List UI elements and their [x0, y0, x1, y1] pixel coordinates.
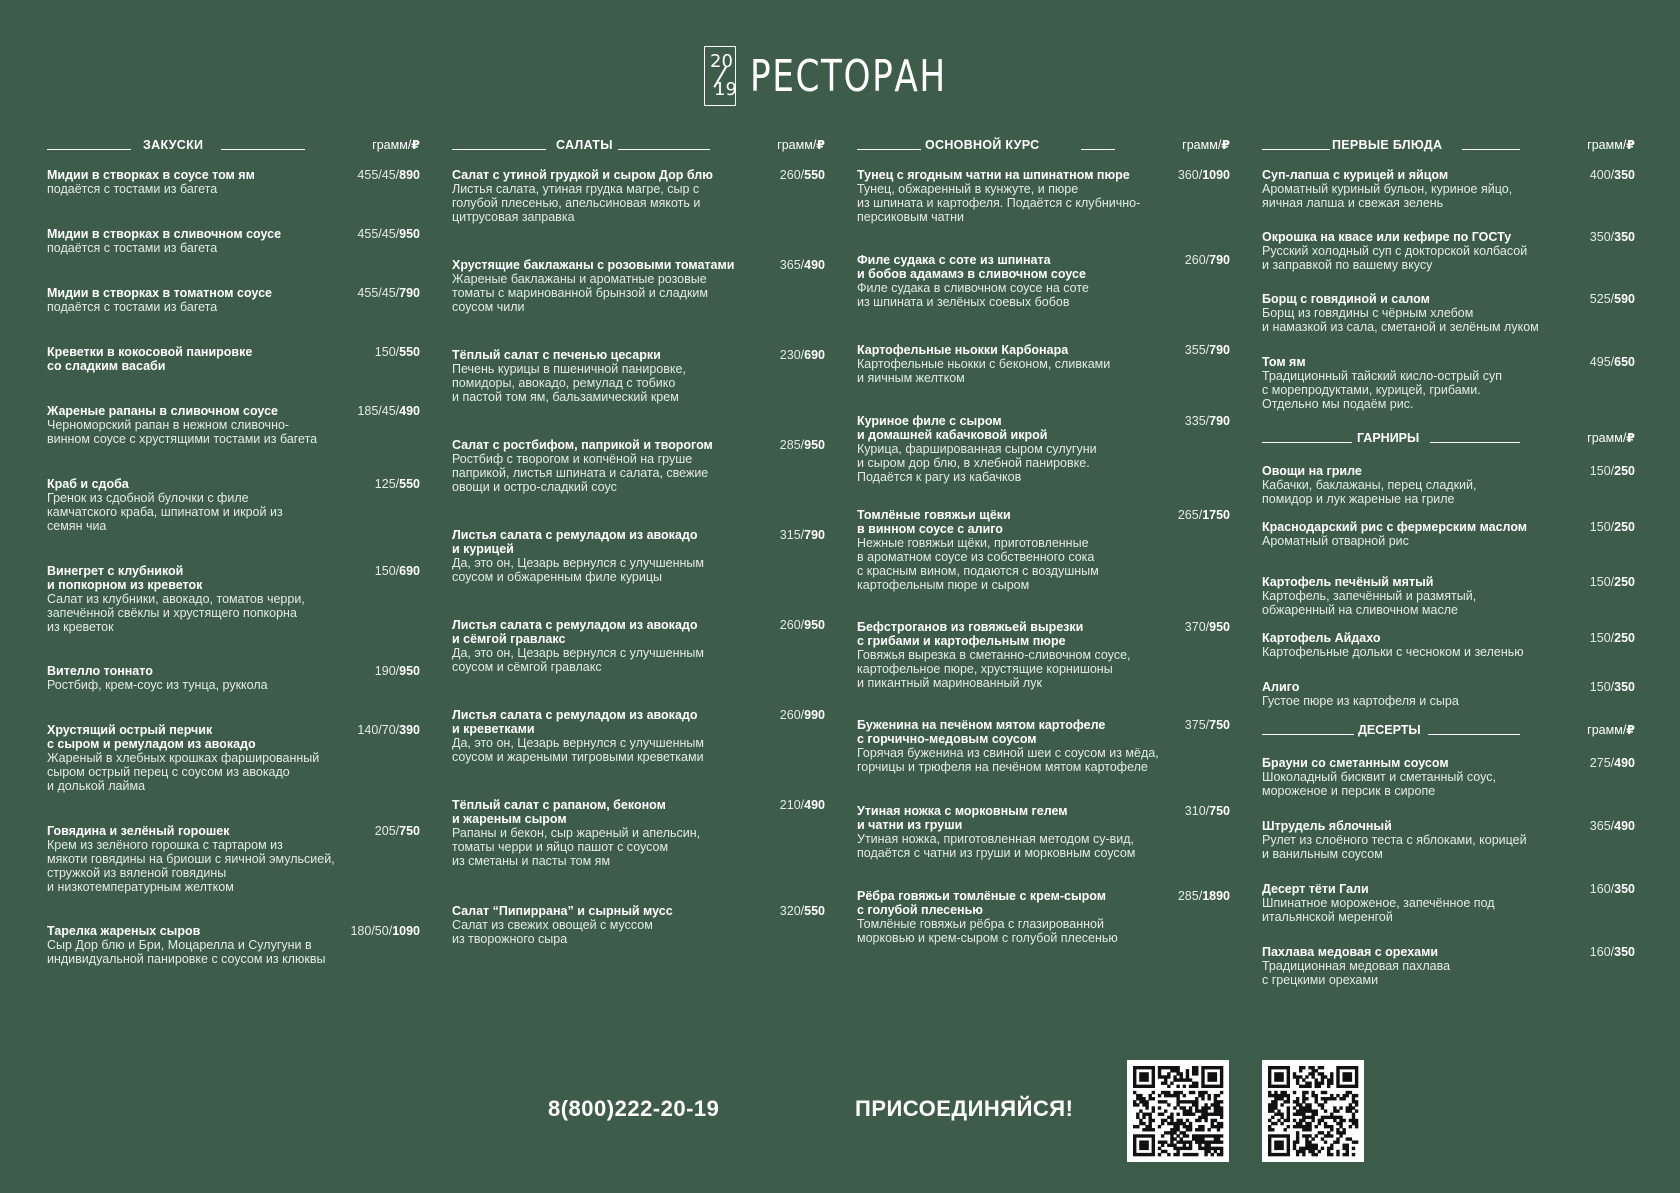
dish-description: Томлёные говяжьи рёбра с глазированной морковью и крем-сыром с голубой плесенью — [857, 917, 1118, 945]
dish-price: 265/1750 — [1177, 508, 1230, 522]
menu-item — [857, 620, 1230, 690]
dish-name: Тёплый салат с рапаном, беконом и жареным сыром — [452, 798, 666, 826]
dish-price: 150/250 — [1589, 575, 1635, 589]
dish-price: 375/750 — [1184, 718, 1230, 732]
dish-name: Листья салата с ремуладом из авокадо и сёмгой гравлакс — [452, 618, 698, 646]
dish-name: Салат “Пипиррана” и сырный мусс — [452, 904, 673, 918]
dish-description: Традиционный тайский кисло-острый суп с морепродуктами, курицей, грибами. Отдельно мы подаём рис. — [1262, 369, 1502, 411]
dish-name: Окрошка на квасе или кефире по ГОСТу — [1262, 230, 1512, 244]
dish-description: Салат из свежих овощей с муссом из творожного сыра — [452, 918, 653, 946]
dish-name: Мидии в створках в соусе том ям — [47, 168, 255, 182]
dish-name: Хрустящие баклажаны с розовыми томатами — [452, 258, 735, 272]
dish-name: Листья салата с ремуладом из авокадо и креветками — [452, 708, 698, 736]
menu-item — [1262, 168, 1635, 210]
dish-description: Кабачки, баклажаны, перец сладкий, помидор и лук жареные на гриле — [1262, 478, 1477, 506]
dish-name: Говядина и зелёный горошек — [47, 824, 230, 838]
dish-name: Картофель печёный мятый — [1262, 575, 1434, 589]
dish-description: подаётся с тостами из багета — [47, 300, 218, 314]
dish-description: Картофель, запечённый и размятый, обжаренный на сливочном масле — [1262, 589, 1477, 617]
menu-column — [1262, 0, 1635, 1193]
menu-item — [47, 227, 420, 255]
menu-item — [857, 508, 1230, 592]
dish-price: 275/490 — [1589, 756, 1635, 770]
menu-item — [857, 168, 1230, 224]
dish-price: 185/45/490 — [357, 404, 420, 418]
dish-price: 310/750 — [1184, 804, 1230, 818]
dish-name: Бефстроганов из говяжьей вырезки с грибами и картофельным пюре — [857, 620, 1084, 648]
dish-description: Жареный в хлебных крошках фаршированный сыром острый перец с соусом из авокадо и долькой лайма — [47, 751, 320, 793]
dish-price: 160/350 — [1589, 945, 1635, 959]
dish-name: Томлёные говяжьи щёки в винном соусе с алиго — [857, 508, 1011, 536]
dish-description: Курица, фаршированная сыром сулугуни и сыром дор блю, в хлебной панировке. Подаётся к рагу из кабачков — [857, 442, 1097, 484]
dish-price: 495/650 — [1589, 355, 1635, 369]
dish-price: 205/750 — [374, 824, 420, 838]
dish-description: Ароматный отварной рис — [1262, 534, 1409, 548]
menu-item — [857, 804, 1230, 860]
menu-item — [857, 414, 1230, 484]
dish-price: 525/590 — [1589, 292, 1635, 306]
dish-name: Тёплый салат с печенью цесарки — [452, 348, 661, 362]
dish-name: Пахлава медовая с орехами — [1262, 945, 1439, 959]
dish-name: Тарелка жареных сыров — [47, 924, 201, 938]
dish-name: Буженина на печёном мятом картофеле с горчично-медовым соусом — [857, 718, 1106, 746]
section-header — [857, 136, 1230, 154]
dish-description: Филе судака в сливочном соусе на соте из шпината и зелёных соевых бобов — [857, 281, 1089, 309]
dish-description: подаётся с тостами из багета — [47, 241, 218, 255]
dish-description: Традиционная медовая пахлава с грецкими орехами — [1262, 959, 1451, 987]
dish-description: Крем из зелёного горошка с тартаром из мякоти говядины на бриоши с яичной эмульсией, стружкой из вяленой говядины и низкотемпературным желтком — [47, 838, 335, 894]
menu-item — [1262, 882, 1635, 924]
dish-description: Листья салата, утиная грудка магре, сыр с голубой плесенью, апельсиновая мякоть и цитрусовая заправка — [452, 182, 701, 224]
dish-description: Борщ из говядины с чёрным хлебом и намазкой из сала, сметаной и зелёным луком — [1262, 306, 1539, 334]
dish-price: 150/350 — [1589, 680, 1635, 694]
menu-item — [857, 718, 1230, 774]
dish-price: 260/950 — [779, 618, 825, 632]
menu-item — [1262, 680, 1635, 708]
unit-label: грамм/₽ — [1587, 431, 1635, 445]
menu-item — [47, 824, 420, 894]
menu-column — [452, 0, 825, 1193]
dish-name: Винегрет с клубникой и попкорном из креветок — [47, 564, 203, 592]
logo-mark-icon: 20 19 — [704, 46, 736, 106]
unit-label: грамм/₽ — [1587, 138, 1635, 152]
dish-description: Салат из клубники, авокадо, томатов черри, запечённой свёклы и хрустящего попкорна из креветок — [47, 592, 305, 634]
section-title: САЛАТЫ — [556, 138, 613, 152]
dish-name: Мидии в створках в сливочном соусе — [47, 227, 282, 241]
menu-item — [452, 168, 825, 224]
menu-item — [1262, 230, 1635, 272]
menu-item — [857, 253, 1230, 309]
dish-price: 335/790 — [1184, 414, 1230, 428]
dish-price: 150/250 — [1589, 520, 1635, 534]
dish-price: 260/790 — [1184, 253, 1230, 267]
menu-item — [47, 924, 420, 966]
dish-price: 160/350 — [1589, 882, 1635, 896]
menu-item — [47, 664, 420, 692]
section-title: ГАРНИРЫ — [1357, 431, 1420, 445]
dish-price: 210/490 — [779, 798, 825, 812]
dish-description: Нежные говяжьи щёки, приготовленные в ароматном соусе из собственного сока с красным вином, подаются с воздушным картофельным пюре и сыром — [857, 536, 1099, 592]
dish-price: 320/550 — [779, 904, 825, 918]
section-title: ПЕРВЫЕ БЛЮДА — [1332, 138, 1443, 152]
dish-name: Креветки в кокосовой панировке со сладким васаби — [47, 345, 253, 373]
menu-item — [47, 168, 420, 196]
dish-price: 230/690 — [779, 348, 825, 362]
dish-price: 350/350 — [1589, 230, 1635, 244]
dish-description: подаётся с тостами из багета — [47, 182, 218, 196]
dish-description: Шоколадный бисквит и сметанный соус, мороженое и персик в сиропе — [1262, 770, 1496, 798]
menu-item — [47, 723, 420, 793]
dish-price: 455/45/950 — [357, 227, 420, 241]
unit-label: грамм/₽ — [777, 138, 825, 152]
dish-description: Да, это он, Цезарь вернулся с улучшенным соусом и жареными тигровыми креветками — [452, 736, 705, 764]
dish-price: 370/950 — [1184, 620, 1230, 634]
dish-name: Листья салата с ремуладом из авокадо и курицей — [452, 528, 698, 556]
menu-item — [47, 286, 420, 314]
menu-item — [452, 258, 825, 314]
section-title: ЗАКУСКИ — [143, 138, 204, 152]
dish-description: Ароматный куриный бульон, куриное яйцо, яичная лапша и свежая зелень — [1262, 182, 1513, 210]
dish-price: 455/45/790 — [357, 286, 420, 300]
menu-item — [857, 343, 1230, 385]
menu-item — [1262, 819, 1635, 861]
menu-item — [1262, 756, 1635, 798]
menu-item — [1262, 945, 1635, 987]
dish-description: Ростбиф, крем-соус из тунца, руккола — [47, 678, 268, 692]
dish-price: 150/250 — [1589, 464, 1635, 478]
dish-price: 150/550 — [374, 345, 420, 359]
dish-name: Штрудель яблочный — [1262, 819, 1392, 833]
dish-name: Вителло тоннато — [47, 664, 153, 678]
menu-item — [452, 528, 825, 584]
unit-label: грамм/₽ — [1182, 138, 1230, 152]
menu-item — [1262, 520, 1635, 548]
dish-price: 365/490 — [779, 258, 825, 272]
dish-name: Десерт тёти Гали — [1262, 882, 1369, 896]
menu-item — [452, 618, 825, 674]
dish-name: Тунец с ягодным чатни на шпинатном пюре — [857, 168, 1130, 182]
dish-name: Утиная ножка с морковным гелем и чатни из груши — [857, 804, 1068, 832]
dish-description: Густое пюре из картофеля и сыра — [1262, 694, 1459, 708]
dish-description: Картофельные ньокки с беконом, сливками и яичным желтком — [857, 357, 1111, 385]
section-header — [452, 136, 825, 154]
dish-price: 140/70/390 — [357, 723, 420, 737]
dish-price: 150/250 — [1589, 631, 1635, 645]
dish-description: Говяжья вырезка в сметанно-сливочном соусе, картофельное пюре, хрустящие корнишоны и пикантный маринованный лук — [857, 648, 1131, 690]
menu-item — [1262, 464, 1635, 506]
dish-description: Жареные баклажаны и ароматные розовые томаты с маринованной брынзой и сладким соусом чили — [452, 272, 708, 314]
dish-price: 455/45/890 — [357, 168, 420, 182]
menu-item — [1262, 575, 1635, 617]
dish-name: Мидии в створках в томатном соусе — [47, 286, 272, 300]
logo-text: РЕСТОРАН — [750, 50, 947, 102]
dish-price: 400/350 — [1589, 168, 1635, 182]
dish-price: 285/1890 — [1177, 889, 1230, 903]
dish-description: Ростбиф с творогом и копчёной на груше паприкой, листья шпината и салата, свежие овощи и остро-сладкий соус — [452, 452, 709, 494]
menu-item — [1262, 631, 1635, 659]
dish-price: 260/550 — [779, 168, 825, 182]
dish-name: Том ям — [1262, 355, 1306, 369]
dish-price: 285/950 — [779, 438, 825, 452]
menu-item — [47, 345, 420, 373]
dish-price: 315/790 — [779, 528, 825, 542]
dish-price: 360/1090 — [1177, 168, 1230, 182]
dish-name: Борщ с говядиной и салом — [1262, 292, 1430, 306]
dish-description: Черноморский рапан в нежном сливочно- винном соусе с хрустящими тостами из багета — [47, 418, 318, 446]
menu-item — [452, 708, 825, 764]
dish-description: Тунец, обжаренный в кунжуте, и пюре из шпината и картофеля. Подаётся с клубнично- персиковым чатни — [857, 182, 1141, 224]
dish-description: Да, это он, Цезарь вернулся с улучшенным соусом и сёмгой гравлакс — [452, 646, 705, 674]
menu-item — [857, 889, 1230, 945]
section-header — [1262, 136, 1635, 154]
dish-name: Картофельные ньокки Карбонара — [857, 343, 1069, 357]
dish-name: Овощи на гриле — [1262, 464, 1362, 478]
dish-name: Краб и сдоба — [47, 477, 129, 491]
unit-label: грамм/₽ — [372, 138, 420, 152]
dish-price: 365/490 — [1589, 819, 1635, 833]
dish-description: Горячая буженина из свиной шеи с соусом из мёда, горчицы и трюфеля на печёном мятом картофеле — [857, 746, 1159, 774]
menu-column — [47, 0, 420, 1193]
dish-name: Алиго — [1262, 680, 1300, 694]
dish-name: Куриное филе с сыром и домашней кабачковой икрой — [857, 414, 1048, 442]
dish-name: Салат с ростбифом, паприкой и творогом — [452, 438, 713, 452]
qr-code-icon[interactable] — [1127, 1060, 1229, 1162]
section-header — [1262, 721, 1635, 739]
section-title: ДЕСЕРТЫ — [1358, 723, 1421, 737]
dish-price: 355/790 — [1184, 343, 1230, 357]
dish-name: Хрустящий острый перчик с сыром и ремуладом из авокадо — [47, 723, 256, 751]
dish-name: Рёбра говяжьи томлёные с крем-сыром с голубой плесенью — [857, 889, 1106, 917]
menu-column — [857, 0, 1230, 1193]
dish-description: Рулет из слоёного теста с яблоками, корицей и ванильным соусом — [1262, 833, 1527, 861]
dish-price: 180/50/1090 — [350, 924, 420, 938]
dish-description: Утиная ножка, приготовленная методом су-вид, подаётся с чатни из груши и морковным соусом — [857, 832, 1136, 860]
section-header — [47, 136, 420, 154]
unit-label: грамм/₽ — [1587, 723, 1635, 737]
dish-description: Картофельные дольки с чесноком и зеленью — [1262, 645, 1524, 659]
menu-item — [452, 798, 825, 868]
dish-name: Салат с утиной грудкой и сыром Дор блю — [452, 168, 713, 182]
dish-name: Жареные рапаны в сливочном соусе — [47, 404, 278, 418]
dish-name: Брауни со сметанным соусом — [1262, 756, 1449, 770]
dish-description: Да, это он, Цезарь вернулся с улучшенным соусом и обжаренным филе курицы — [452, 556, 705, 584]
dish-name: Филе судака с соте из шпината и бобов адамамэ в сливочном соусе — [857, 253, 1086, 281]
dish-description: Шпинатное мороженое, запечённое под итальянской меренгой — [1262, 896, 1495, 924]
dish-name: Картофель Айдахо — [1262, 631, 1381, 645]
dish-name: Суп-лапша с курицей и яйцом — [1262, 168, 1449, 182]
menu-item — [47, 564, 420, 634]
dish-description: Русский холодный суп с докторской колбасой и заправкой по вашему вкусу — [1262, 244, 1528, 272]
dish-description: Печень курицы в пшеничной панировке, помидоры, авокадо, ремулад с тобико и пастой том ям, бальзамический крем — [452, 362, 686, 404]
section-header — [1262, 429, 1635, 447]
dish-price: 260/990 — [779, 708, 825, 722]
menu-item — [452, 904, 825, 946]
menu-item — [47, 404, 420, 446]
qr-code-icon[interactable] — [1262, 1060, 1364, 1162]
dish-name: Краснодарский рис с фермерским маслом — [1262, 520, 1528, 534]
menu-item — [1262, 355, 1635, 411]
join-call-to-action: ПРИСОЕДИНЯЙСЯ! — [855, 1096, 1074, 1121]
dish-description: Гренок из сдобной булочки с филе камчатского краба, шпинатом и икрой из семян чиа — [47, 491, 283, 533]
menu-item — [452, 438, 825, 494]
menu-item — [452, 348, 825, 404]
menu-item — [1262, 292, 1635, 334]
menu-item — [47, 477, 420, 533]
dish-description: Рапаны и бекон, сыр жареный и апельсин, томаты черри и яйцо пашот с соусом из сметаны и пасты том ям — [452, 826, 701, 868]
section-title: ОСНОВНОЙ КУРС — [925, 138, 1040, 152]
dish-price: 125/550 — [374, 477, 420, 491]
dish-price: 150/690 — [374, 564, 420, 578]
dish-price: 190/950 — [374, 664, 420, 678]
phone-number[interactable]: 8(800)222-20-19 — [548, 1096, 720, 1121]
dish-description: Сыр Дор блю и Бри, Моцарелла и Сулугуни в индивидуальной панировке с соусом из клюквы — [47, 938, 326, 966]
